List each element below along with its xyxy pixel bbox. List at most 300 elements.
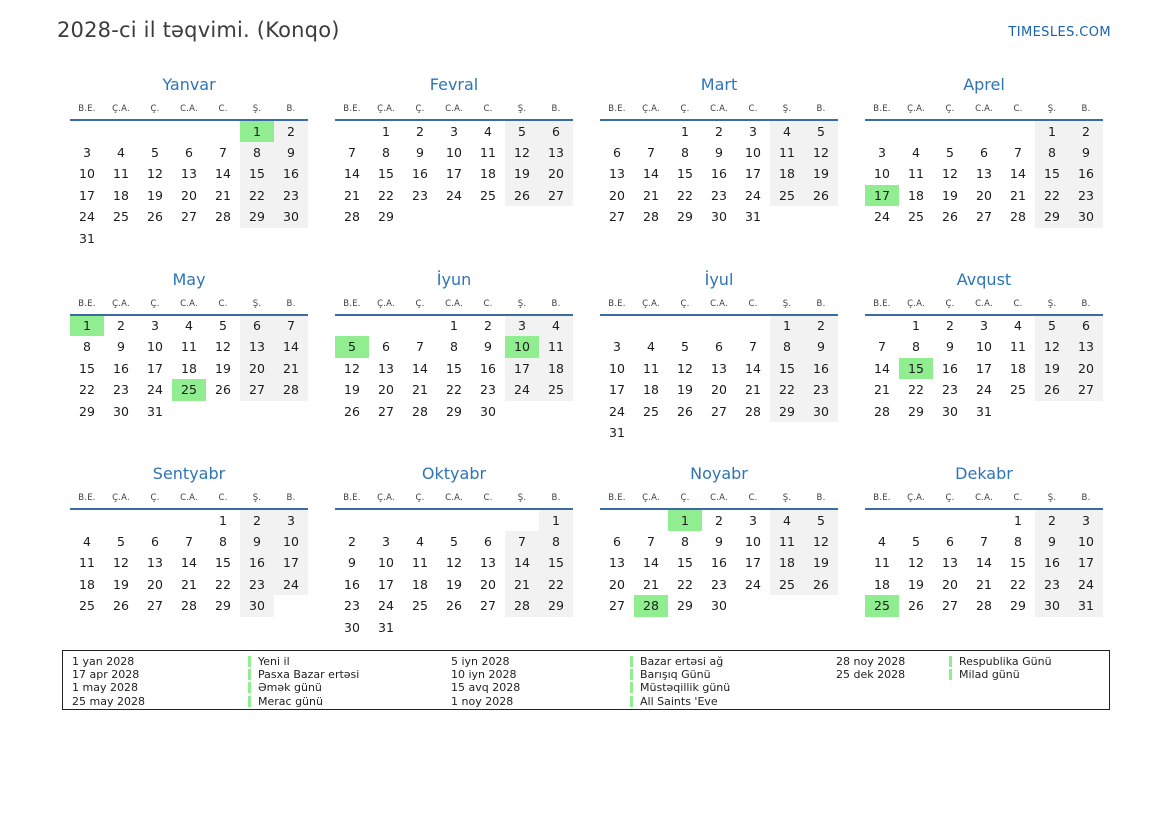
day-cell: 26 <box>1035 379 1069 401</box>
day-cell: 8 <box>240 142 274 164</box>
empty-cell <box>804 422 838 444</box>
day-cell: 28 <box>412 403 428 419</box>
day-cell: 12 <box>942 166 958 182</box>
day-cell: 27 <box>240 379 274 401</box>
day-cell: 24 <box>745 576 761 592</box>
day-cell: 3 <box>450 123 458 139</box>
weekday-header: Ş. <box>252 104 262 114</box>
weekday-header: B. <box>286 493 296 503</box>
legend-holiday-name: Əmək günü <box>258 681 322 695</box>
weekday-header: Ç. <box>415 298 425 309</box>
weekday-header: C.A. <box>710 104 728 114</box>
day-cell: 20 <box>147 576 163 592</box>
day-cell: 8 <box>1035 142 1069 164</box>
day-cell: 16 <box>711 166 727 182</box>
day-cell: 25 <box>412 598 428 614</box>
day-cell: 12 <box>147 166 163 182</box>
month-table <box>335 102 573 228</box>
month-block <box>865 270 1103 465</box>
day-cell: 21 <box>745 382 761 398</box>
day-cell: 27 <box>539 185 573 207</box>
legend-date: 10 iyn 2028 <box>451 668 517 682</box>
day-cell: 13 <box>609 555 625 571</box>
empty-cell <box>505 509 539 531</box>
legend-column <box>836 655 1109 681</box>
weekday-header: Ç. <box>150 104 160 114</box>
day-cell: 22 <box>1010 576 1026 592</box>
day-cell: 11 <box>480 144 496 160</box>
day-cell: 20 <box>539 163 573 185</box>
day-cell: 28 <box>215 209 231 225</box>
day-cell: 8 <box>681 533 689 549</box>
empty-cell <box>335 120 369 142</box>
day-cell: 28 <box>505 595 539 617</box>
weekday-header: C.A. <box>445 104 463 114</box>
weekday-header: Ş. <box>252 298 262 309</box>
day-cell: 24 <box>1069 574 1103 596</box>
day-cell: 5 <box>450 533 458 549</box>
month-block <box>865 75 1103 270</box>
weekday-header: Ş. <box>782 493 792 503</box>
weekday-header: C. <box>218 104 228 114</box>
day-cell: 12 <box>908 555 924 571</box>
day-cell: 30 <box>274 206 308 228</box>
day-cell: 26 <box>804 185 838 207</box>
empty-cell <box>335 509 369 531</box>
weekday-header: B. <box>286 298 296 309</box>
legend-column <box>72 655 451 708</box>
day-cell: 9 <box>715 144 723 160</box>
legend-row <box>72 668 451 681</box>
day-cell: 27 <box>942 598 958 614</box>
day-cell: 22 <box>446 382 462 398</box>
day-cell: 25 <box>865 595 899 617</box>
month-table <box>70 297 308 423</box>
day-cell: 14 <box>344 166 360 182</box>
day-cell: 13 <box>1069 336 1103 358</box>
month-table <box>335 491 573 638</box>
day-cell: 2 <box>946 318 954 334</box>
weekday-header: C.A. <box>180 298 198 309</box>
day-cell: 21 <box>874 382 890 398</box>
day-cell: 30 <box>344 619 360 635</box>
day-cell: 6 <box>240 315 274 337</box>
day-cell: 22 <box>770 379 804 401</box>
day-cell: 29 <box>378 209 394 225</box>
day-cell: 21 <box>976 576 992 592</box>
day-cell: 30 <box>1069 206 1103 228</box>
day-cell: 17 <box>609 382 625 398</box>
legend-row <box>72 681 451 694</box>
day-cell: 28 <box>1010 209 1026 225</box>
day-cell: 17 <box>505 358 539 380</box>
day-cell: 19 <box>344 382 360 398</box>
day-cell: 28 <box>634 595 668 617</box>
day-cell: 26 <box>505 185 539 207</box>
weekday-header: Ç.A. <box>907 493 925 503</box>
day-cell: 1 <box>450 318 458 334</box>
day-cell: 4 <box>770 509 804 531</box>
day-cell: 16 <box>942 360 958 376</box>
day-cell: 8 <box>912 339 920 355</box>
legend-holiday-name: Pasxa Bazar ertəsi <box>258 668 360 682</box>
weekday-header: B.E. <box>608 104 626 114</box>
empty-cell <box>138 228 172 250</box>
day-cell: 17 <box>79 187 95 203</box>
day-cell: 29 <box>215 598 231 614</box>
day-cell: 2 <box>1035 509 1069 531</box>
day-cell: 10 <box>505 336 539 358</box>
holiday-marker-icon <box>949 656 952 667</box>
empty-cell <box>539 206 573 228</box>
day-cell: 3 <box>749 123 757 139</box>
day-cell: 29 <box>770 401 804 423</box>
day-cell: 27 <box>181 209 197 225</box>
month-block <box>600 464 838 659</box>
legend-date: 1 may 2028 <box>72 681 138 695</box>
legend-holiday <box>630 681 730 694</box>
legend-date: 25 may 2028 <box>72 694 145 708</box>
day-cell: 26 <box>942 209 958 225</box>
day-cell: 24 <box>976 382 992 398</box>
day-cell: 26 <box>908 598 924 614</box>
day-cell: 2 <box>484 318 492 334</box>
day-cell: 18 <box>908 187 924 203</box>
legend-date: 17 apr 2028 <box>72 668 140 682</box>
day-cell: 8 <box>770 336 804 358</box>
day-cell: 3 <box>83 144 91 160</box>
month-block <box>70 464 308 659</box>
day-cell: 7 <box>505 531 539 553</box>
empty-cell <box>471 509 505 531</box>
day-cell: 1 <box>668 509 702 531</box>
empty-cell <box>600 315 634 337</box>
day-cell: 14 <box>215 166 231 182</box>
day-cell: 31 <box>378 619 394 635</box>
weekday-header: Ç. <box>945 298 955 309</box>
weekday-header: Ş. <box>1047 493 1057 503</box>
holiday-marker-icon <box>630 656 633 667</box>
month-block <box>70 75 308 270</box>
day-cell: 10 <box>79 166 95 182</box>
empty-cell <box>933 120 967 142</box>
month-title: Aprel <box>963 75 1005 94</box>
day-cell: 25 <box>643 403 659 419</box>
day-cell: 3 <box>274 509 308 531</box>
weekday-header: Ç. <box>945 104 955 114</box>
day-cell: 30 <box>804 401 838 423</box>
legend-holiday <box>949 655 1052 668</box>
day-cell: 1 <box>70 315 104 337</box>
day-cell: 7 <box>348 144 356 160</box>
empty-cell <box>172 228 206 250</box>
day-cell: 17 <box>745 166 761 182</box>
day-cell: 2 <box>117 318 125 334</box>
day-cell: 14 <box>643 555 659 571</box>
empty-cell <box>206 401 240 423</box>
empty-cell <box>1035 401 1069 423</box>
day-cell: 26 <box>804 574 838 596</box>
day-cell: 8 <box>539 531 573 553</box>
weekday-header: B.E. <box>873 104 891 114</box>
day-cell: 9 <box>240 531 274 553</box>
day-cell: 24 <box>446 187 462 203</box>
empty-cell <box>634 509 668 531</box>
day-cell: 14 <box>643 166 659 182</box>
day-cell: 4 <box>770 120 804 142</box>
weekday-header: C.A. <box>975 298 993 309</box>
legend-date: 28 noy 2028 <box>836 655 906 669</box>
day-cell: 16 <box>240 552 274 574</box>
weekday-header: C. <box>748 298 758 309</box>
day-cell: 10 <box>745 144 761 160</box>
day-cell: 10 <box>976 339 992 355</box>
day-cell: 16 <box>344 576 360 592</box>
empty-cell <box>736 595 770 617</box>
empty-cell <box>274 228 308 250</box>
holiday-marker-icon <box>630 682 633 693</box>
weekday-header: Ç. <box>415 493 425 503</box>
day-cell: 17 <box>274 552 308 574</box>
day-cell: 29 <box>908 403 924 419</box>
weekday-header: B. <box>1081 493 1091 503</box>
weekday-header: C.A. <box>180 104 198 114</box>
day-cell: 28 <box>874 403 890 419</box>
weekday-header: Ç.A. <box>112 493 130 503</box>
day-cell: 2 <box>715 123 723 139</box>
holiday-marker-icon <box>248 682 251 693</box>
weekday-header: B. <box>1081 298 1091 309</box>
legend-row <box>72 655 451 668</box>
weekday-header: B. <box>286 104 296 114</box>
day-cell: 7 <box>416 339 424 355</box>
holiday-marker-icon <box>248 696 251 707</box>
day-cell: 27 <box>480 598 496 614</box>
weekday-header: B.E. <box>78 104 96 114</box>
day-cell: 15 <box>240 163 274 185</box>
day-cell: 9 <box>715 533 723 549</box>
day-cell: 17 <box>745 555 761 571</box>
month-table <box>600 297 838 444</box>
day-cell: 31 <box>1069 595 1103 617</box>
legend-holiday-name: Müstəqillik günü <box>640 681 731 695</box>
weekday-header: Ş. <box>1047 298 1057 309</box>
weekday-header: B.E. <box>343 298 361 309</box>
holiday-marker-icon <box>949 669 952 680</box>
site-link[interactable]: TIMESLES.COM <box>1008 25 1111 40</box>
weekday-header: Ş. <box>782 298 792 309</box>
empty-cell <box>369 509 403 531</box>
empty-cell <box>505 617 539 639</box>
day-cell: 13 <box>539 142 573 164</box>
month-block <box>865 464 1103 659</box>
weekday-header: C.A. <box>975 493 993 503</box>
day-cell: 17 <box>378 576 394 592</box>
month-title: İyun <box>436 269 472 289</box>
day-cell: 18 <box>412 576 428 592</box>
day-cell: 29 <box>1035 206 1069 228</box>
month-table <box>865 491 1103 617</box>
empty-cell <box>804 595 838 617</box>
day-cell: 4 <box>117 144 125 160</box>
day-cell: 20 <box>240 358 274 380</box>
day-cell: 6 <box>1069 315 1103 337</box>
day-cell: 13 <box>480 555 496 571</box>
day-cell: 9 <box>348 555 356 571</box>
empty-cell <box>335 315 369 337</box>
day-cell: 28 <box>274 379 308 401</box>
weekday-header: B.E. <box>343 104 361 114</box>
day-cell: 15 <box>899 358 933 380</box>
day-cell: 20 <box>711 382 727 398</box>
day-cell: 11 <box>908 166 924 182</box>
empty-cell <box>403 509 437 531</box>
holiday-marker-icon <box>630 696 633 707</box>
legend-row <box>451 668 836 681</box>
weekday-header: Ç. <box>945 493 955 503</box>
legend-date: 25 dek 2028 <box>836 668 906 682</box>
weekday-header: C. <box>1013 298 1023 309</box>
month-title: Fevral <box>429 75 479 94</box>
day-cell: 24 <box>505 379 539 401</box>
legend-holiday-name: All Saints 'Eve <box>640 694 718 708</box>
month-table <box>600 102 838 228</box>
day-cell: 27 <box>1069 379 1103 401</box>
day-cell: 5 <box>912 533 920 549</box>
day-cell: 24 <box>874 209 890 225</box>
weekday-header: C.A. <box>445 493 463 503</box>
day-cell: 11 <box>1010 339 1026 355</box>
day-cell: 12 <box>446 555 462 571</box>
day-cell: 29 <box>1010 598 1026 614</box>
day-cell: 23 <box>711 576 727 592</box>
day-cell: 8 <box>219 533 227 549</box>
day-cell: 20 <box>378 382 394 398</box>
empty-cell <box>600 509 634 531</box>
day-cell: 22 <box>240 185 274 207</box>
day-cell: 11 <box>770 531 804 553</box>
day-cell: 19 <box>908 576 924 592</box>
weekday-header: B. <box>551 493 561 503</box>
weekday-header: C.A. <box>710 493 728 503</box>
day-cell: 22 <box>677 187 693 203</box>
day-cell: 5 <box>335 336 369 358</box>
weekday-header: Ç. <box>150 493 160 503</box>
empty-cell <box>403 315 437 337</box>
day-cell: 8 <box>83 339 91 355</box>
day-cell: 2 <box>715 512 723 528</box>
day-cell: 19 <box>215 360 231 376</box>
day-cell: 20 <box>181 187 197 203</box>
day-cell: 22 <box>378 187 394 203</box>
weekday-header: Ç.A. <box>377 298 395 309</box>
day-cell: 30 <box>942 403 958 419</box>
day-cell: 13 <box>147 555 163 571</box>
empty-cell <box>899 120 933 142</box>
legend-row <box>72 695 451 708</box>
month-title: Sentyabr <box>152 464 226 483</box>
day-cell: 4 <box>484 123 492 139</box>
day-cell: 13 <box>711 360 727 376</box>
weekday-header: Ç. <box>150 298 160 309</box>
day-cell: 10 <box>874 166 890 182</box>
empty-cell <box>138 509 172 531</box>
day-cell: 4 <box>539 315 573 337</box>
legend-holiday-name: Respublika Günü <box>959 655 1052 669</box>
day-cell: 31 <box>745 209 761 225</box>
day-cell: 25 <box>770 574 804 596</box>
weekday-header: B. <box>816 104 826 114</box>
day-cell: 18 <box>1010 360 1026 376</box>
day-cell: 2 <box>274 120 308 142</box>
day-cell: 5 <box>804 509 838 531</box>
day-cell: 29 <box>79 403 95 419</box>
day-cell: 7 <box>1014 144 1022 160</box>
day-cell: 11 <box>79 555 95 571</box>
day-cell: 24 <box>147 382 163 398</box>
day-cell: 3 <box>613 339 621 355</box>
page-title: 2028-ci il təqvimi. (Konqo) <box>57 18 340 42</box>
day-cell: 11 <box>113 166 129 182</box>
day-cell: 10 <box>745 533 761 549</box>
month-block <box>335 464 573 659</box>
day-cell: 6 <box>151 533 159 549</box>
empty-cell <box>437 206 471 228</box>
weekday-header: Ç. <box>680 104 690 114</box>
day-cell: 26 <box>147 209 163 225</box>
empty-cell <box>172 120 206 142</box>
day-cell: 12 <box>505 142 539 164</box>
day-cell: 25 <box>539 379 573 401</box>
day-cell: 19 <box>677 382 693 398</box>
day-cell: 21 <box>344 187 360 203</box>
empty-cell <box>471 206 505 228</box>
day-cell: 22 <box>677 576 693 592</box>
weekday-header: C. <box>483 104 493 114</box>
day-cell: 5 <box>804 120 838 142</box>
day-cell: 16 <box>274 163 308 185</box>
empty-cell <box>172 401 206 423</box>
holiday-marker-icon <box>248 669 251 680</box>
day-cell: 4 <box>878 533 886 549</box>
day-cell: 26 <box>677 403 693 419</box>
empty-cell <box>437 617 471 639</box>
day-cell: 11 <box>181 339 197 355</box>
day-cell: 26 <box>344 403 360 419</box>
day-cell: 1 <box>219 512 227 528</box>
day-cell: 5 <box>117 533 125 549</box>
day-cell: 27 <box>609 209 625 225</box>
month-title: İyul <box>704 269 734 289</box>
day-cell: 21 <box>181 576 197 592</box>
weekday-header: Ç. <box>680 493 690 503</box>
month-table <box>600 491 838 617</box>
empty-cell <box>967 120 1001 142</box>
day-cell: 16 <box>480 360 496 376</box>
legend-row <box>451 681 836 694</box>
day-cell: 9 <box>804 336 838 358</box>
day-cell: 18 <box>539 358 573 380</box>
day-cell: 15 <box>378 166 394 182</box>
day-cell: 13 <box>181 166 197 182</box>
empty-cell <box>770 595 804 617</box>
empty-cell <box>505 206 539 228</box>
day-cell: 25 <box>1010 382 1026 398</box>
empty-cell <box>138 120 172 142</box>
day-cell: 17 <box>976 360 992 376</box>
day-cell: 29 <box>677 598 693 614</box>
day-cell: 24 <box>79 209 95 225</box>
